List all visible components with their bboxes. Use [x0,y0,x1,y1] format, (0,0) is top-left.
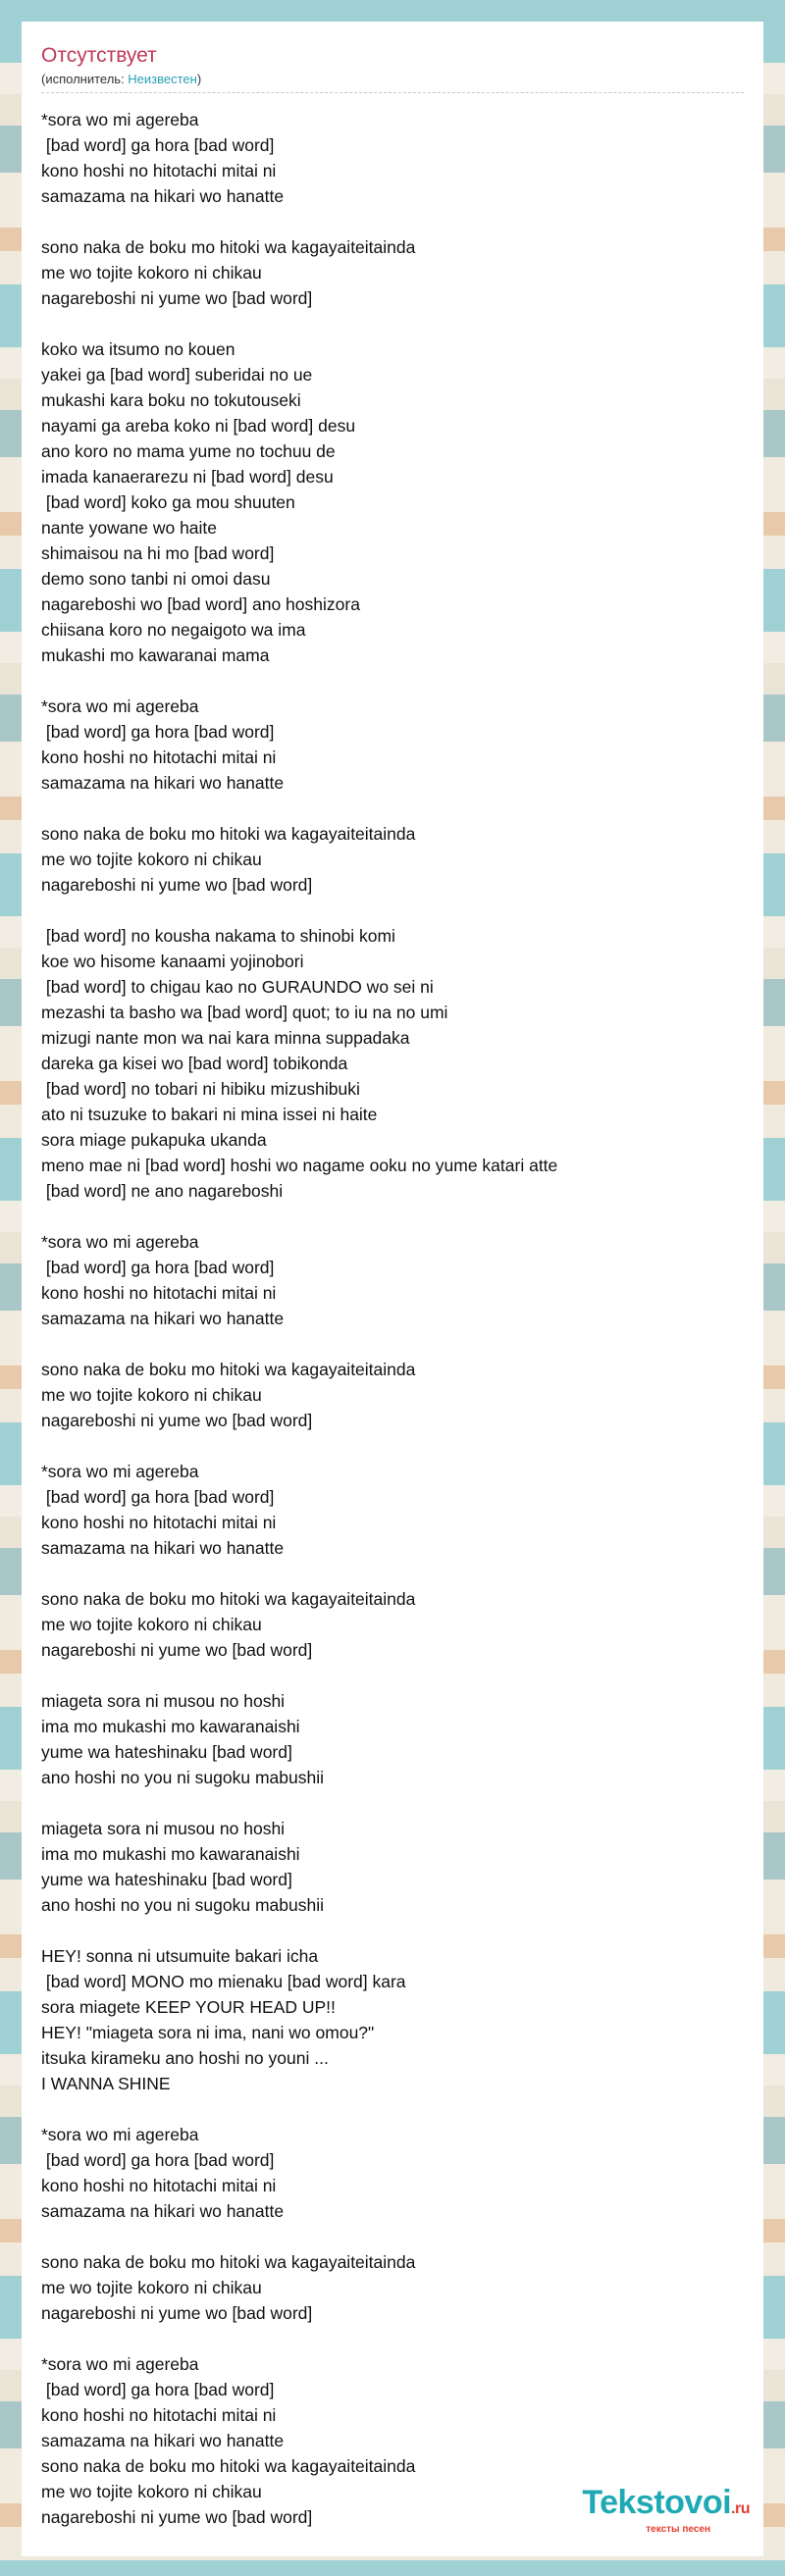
lyric-line: koe wo hisome kanaami yojinobori [41,952,304,971]
logo-name: Tekstovoi [582,2484,732,2521]
stanza-break [41,311,744,336]
lyric-line: me wo tojite kokoro ni chikau [41,850,262,869]
lyric-line: HEY! "miageta sora ni ima, nani wo omou?" [41,2023,375,2042]
lyric-line: *sora wo mi agereba [41,2125,199,2144]
lyric-line: meno mae ni [bad word] hoshi wo nagame ooku no yume katari atte [41,1156,558,1175]
lyric-line: sono naka de boku mo hitoki wa kagayaiteitainda [41,2252,416,2272]
lyric-line: nagareboshi ni yume wo [bad word] [41,2303,313,2323]
lyric-line: nagareboshi ni yume wo [bad word] [41,288,313,308]
lyric-line: sora miage pukapuka ukanda [41,1130,267,1150]
stanza-break [41,1204,744,1229]
stanza-break [41,209,744,234]
lyric-line: [bad word] ne ano nagareboshi [41,1181,284,1201]
lyric-line: [bad word] to chigau kao no GURAUNDO wo sei ni [41,977,434,997]
performer-suffix: ) [196,72,202,86]
lyric-line: nagareboshi ni yume wo [bad word] [41,1411,313,1430]
lyric-line: nante yowane wo haite [41,518,218,538]
stanza-break [41,668,744,694]
lyric-line: yume wa hateshinaku [bad word] [41,1742,292,1762]
lyric-line: shimaisou na hi mo [bad word] [41,543,275,563]
lyric-line: *sora wo mi agereba [41,110,199,129]
lyric-line: sono naka de boku mo hitoki wa kagayaiteitainda [41,1589,416,1609]
lyrics-card [22,22,763,2556]
lyric-line: samazama na hikari wo hanatte [41,1309,285,1328]
lyric-line: ima mo mukashi mo kawaranaishi [41,1844,300,1864]
lyric-line: sono naka de boku mo hitoki wa kagayaiteitainda [41,2456,416,2476]
lyric-line: nagareboshi ni yume wo [bad word] [41,2507,313,2527]
stanza-break [41,2096,744,2122]
stanza-break [41,1790,744,1816]
lyric-line: [bad word] ga hora [bad word] [41,1258,275,1277]
lyric-line: mezashi ta basho wa [bad word] quot; to iu na no umi [41,1003,448,1022]
lyric-line: [bad word] ga hora [bad word] [41,2150,275,2170]
lyric-line: [bad word] ga hora [bad word] [41,135,275,155]
lyric-line: [bad word] ga hora [bad word] [41,2380,275,2399]
lyric-line: me wo tojite kokoro ni chikau [41,1385,262,1405]
lyric-line: mukashi kara boku no tokutouseki [41,390,301,410]
lyric-line: nagareboshi ni yume wo [bad word] [41,1640,313,1660]
lyric-line: mukashi mo kawaranai mama [41,645,270,665]
stanza-break [41,1561,744,1586]
stanza-break [41,796,744,821]
logo-tagline: тексты песен [646,2524,710,2535]
lyric-line: mizugi nante mon wa nai kara minna suppadaka [41,1028,410,1048]
lyric-line: dareka ga kisei wo [bad word] tobikonda [41,1054,348,1073]
lyric-line: ano hoshi no you ni sugoku mabushii [41,1768,324,1787]
site-logo[interactable] [582,2486,750,2535]
stanza-break [41,1433,744,1459]
lyric-line: sora miagete KEEP YOUR HEAD UP!! [41,1997,336,2017]
lyric-line: samazama na hikari wo hanatte [41,2201,285,2221]
lyric-line: *sora wo mi agereba [41,1462,199,1481]
lyric-line: [bad word] ga hora [bad word] [41,1487,275,1507]
lyric-line: nagareboshi ni yume wo [bad word] [41,875,313,895]
lyric-line: demo sono tanbi ni omoi dasu [41,569,271,589]
lyric-line: yume wa hateshinaku [bad word] [41,1870,292,1889]
lyric-line: ano koro no mama yume no tochuu de [41,441,336,461]
lyric-line: ima mo mukashi mo kawaranaishi [41,1717,300,1736]
performer-line [41,71,744,93]
lyric-line: I WANNA SHINE [41,2074,171,2093]
performer-link[interactable]: Неизвестен [128,72,197,86]
lyric-line: samazama na hikari wo hanatte [41,2431,285,2450]
lyrics-body [41,107,744,2530]
stanza-break [41,1918,744,1943]
lyric-line: chiisana koro no negaigoto wa ima [41,620,306,640]
lyric-line: kono hoshi no hitotachi mitai ni [41,2405,277,2425]
lyric-line: miageta sora ni musou no hoshi [41,1691,286,1711]
lyric-line: ano hoshi no you ni sugoku mabushii [41,1895,324,1915]
lyric-line: itsuka kirameku ano hoshi no youni ... [41,2048,329,2068]
lyric-line: me wo tojite kokoro ni chikau [41,1615,262,1634]
song-title: Отсутствует [41,44,157,67]
lyric-line: kono hoshi no hitotachi mitai ni [41,2176,277,2195]
lyric-line: nayami ga areba koko ni [bad word] desu [41,416,356,436]
lyric-line: [bad word] no kousha nakama to shinobi komi [41,926,395,946]
lyric-line: kono hoshi no hitotachi mitai ni [41,1283,277,1303]
logo-tld: .ru [731,2500,750,2517]
performer-prefix: (исполнитель: [41,72,129,86]
lyric-line: sono naka de boku mo hitoki wa kagayaiteitainda [41,237,416,257]
lyric-line: kono hoshi no hitotachi mitai ni [41,161,277,180]
stanza-break [41,898,744,923]
lyric-line: [bad word] ga hora [bad word] [41,722,275,742]
lyric-line: yakei ga [bad word] suberidai no ue [41,365,313,385]
lyric-line: kono hoshi no hitotachi mitai ni [41,747,277,767]
lyric-line: miageta sora ni musou no hoshi [41,1819,286,1838]
lyric-line: *sora wo mi agereba [41,696,199,716]
lyric-line: ato ni tsuzuke to bakari ni mina issei ni haite [41,1105,378,1124]
lyric-line: HEY! sonna ni utsumuite bakari icha [41,1946,319,1966]
lyric-line: [bad word] koko ga mou shuuten [41,492,295,512]
stanza-break [41,1331,744,1357]
lyric-line: [bad word] no tobari ni hibiku mizushibuki [41,1079,360,1099]
logo-wordmark [582,2486,750,2526]
lyric-line: samazama na hikari wo hanatte [41,1538,285,1558]
lyric-line: nagareboshi wo [bad word] ano hoshizora [41,594,360,614]
lyric-line: me wo tojite kokoro ni chikau [41,2482,262,2501]
lyric-line: sono naka de boku mo hitoki wa kagayaiteitainda [41,1360,416,1379]
lyric-line: [bad word] MONO mo mienaku [bad word] kara [41,1972,406,1991]
lyric-line: samazama na hikari wo hanatte [41,773,285,793]
lyric-line: sono naka de boku mo hitoki wa kagayaiteitainda [41,824,416,844]
lyric-line: *sora wo mi agereba [41,2354,199,2374]
stanza-break [41,2224,744,2249]
lyric-line: kono hoshi no hitotachi mitai ni [41,1513,277,1532]
lyric-line: koko wa itsumo no kouen [41,339,236,359]
lyric-line: samazama na hikari wo hanatte [41,186,285,206]
lyric-line: imada kanaerarezu ni [bad word] desu [41,467,334,487]
stanza-break [41,1663,744,1688]
lyric-line: *sora wo mi agereba [41,1232,199,1252]
lyric-line: me wo tojite kokoro ni chikau [41,2278,262,2297]
stanza-break [41,2326,744,2351]
lyric-line: me wo tojite kokoro ni chikau [41,263,262,283]
